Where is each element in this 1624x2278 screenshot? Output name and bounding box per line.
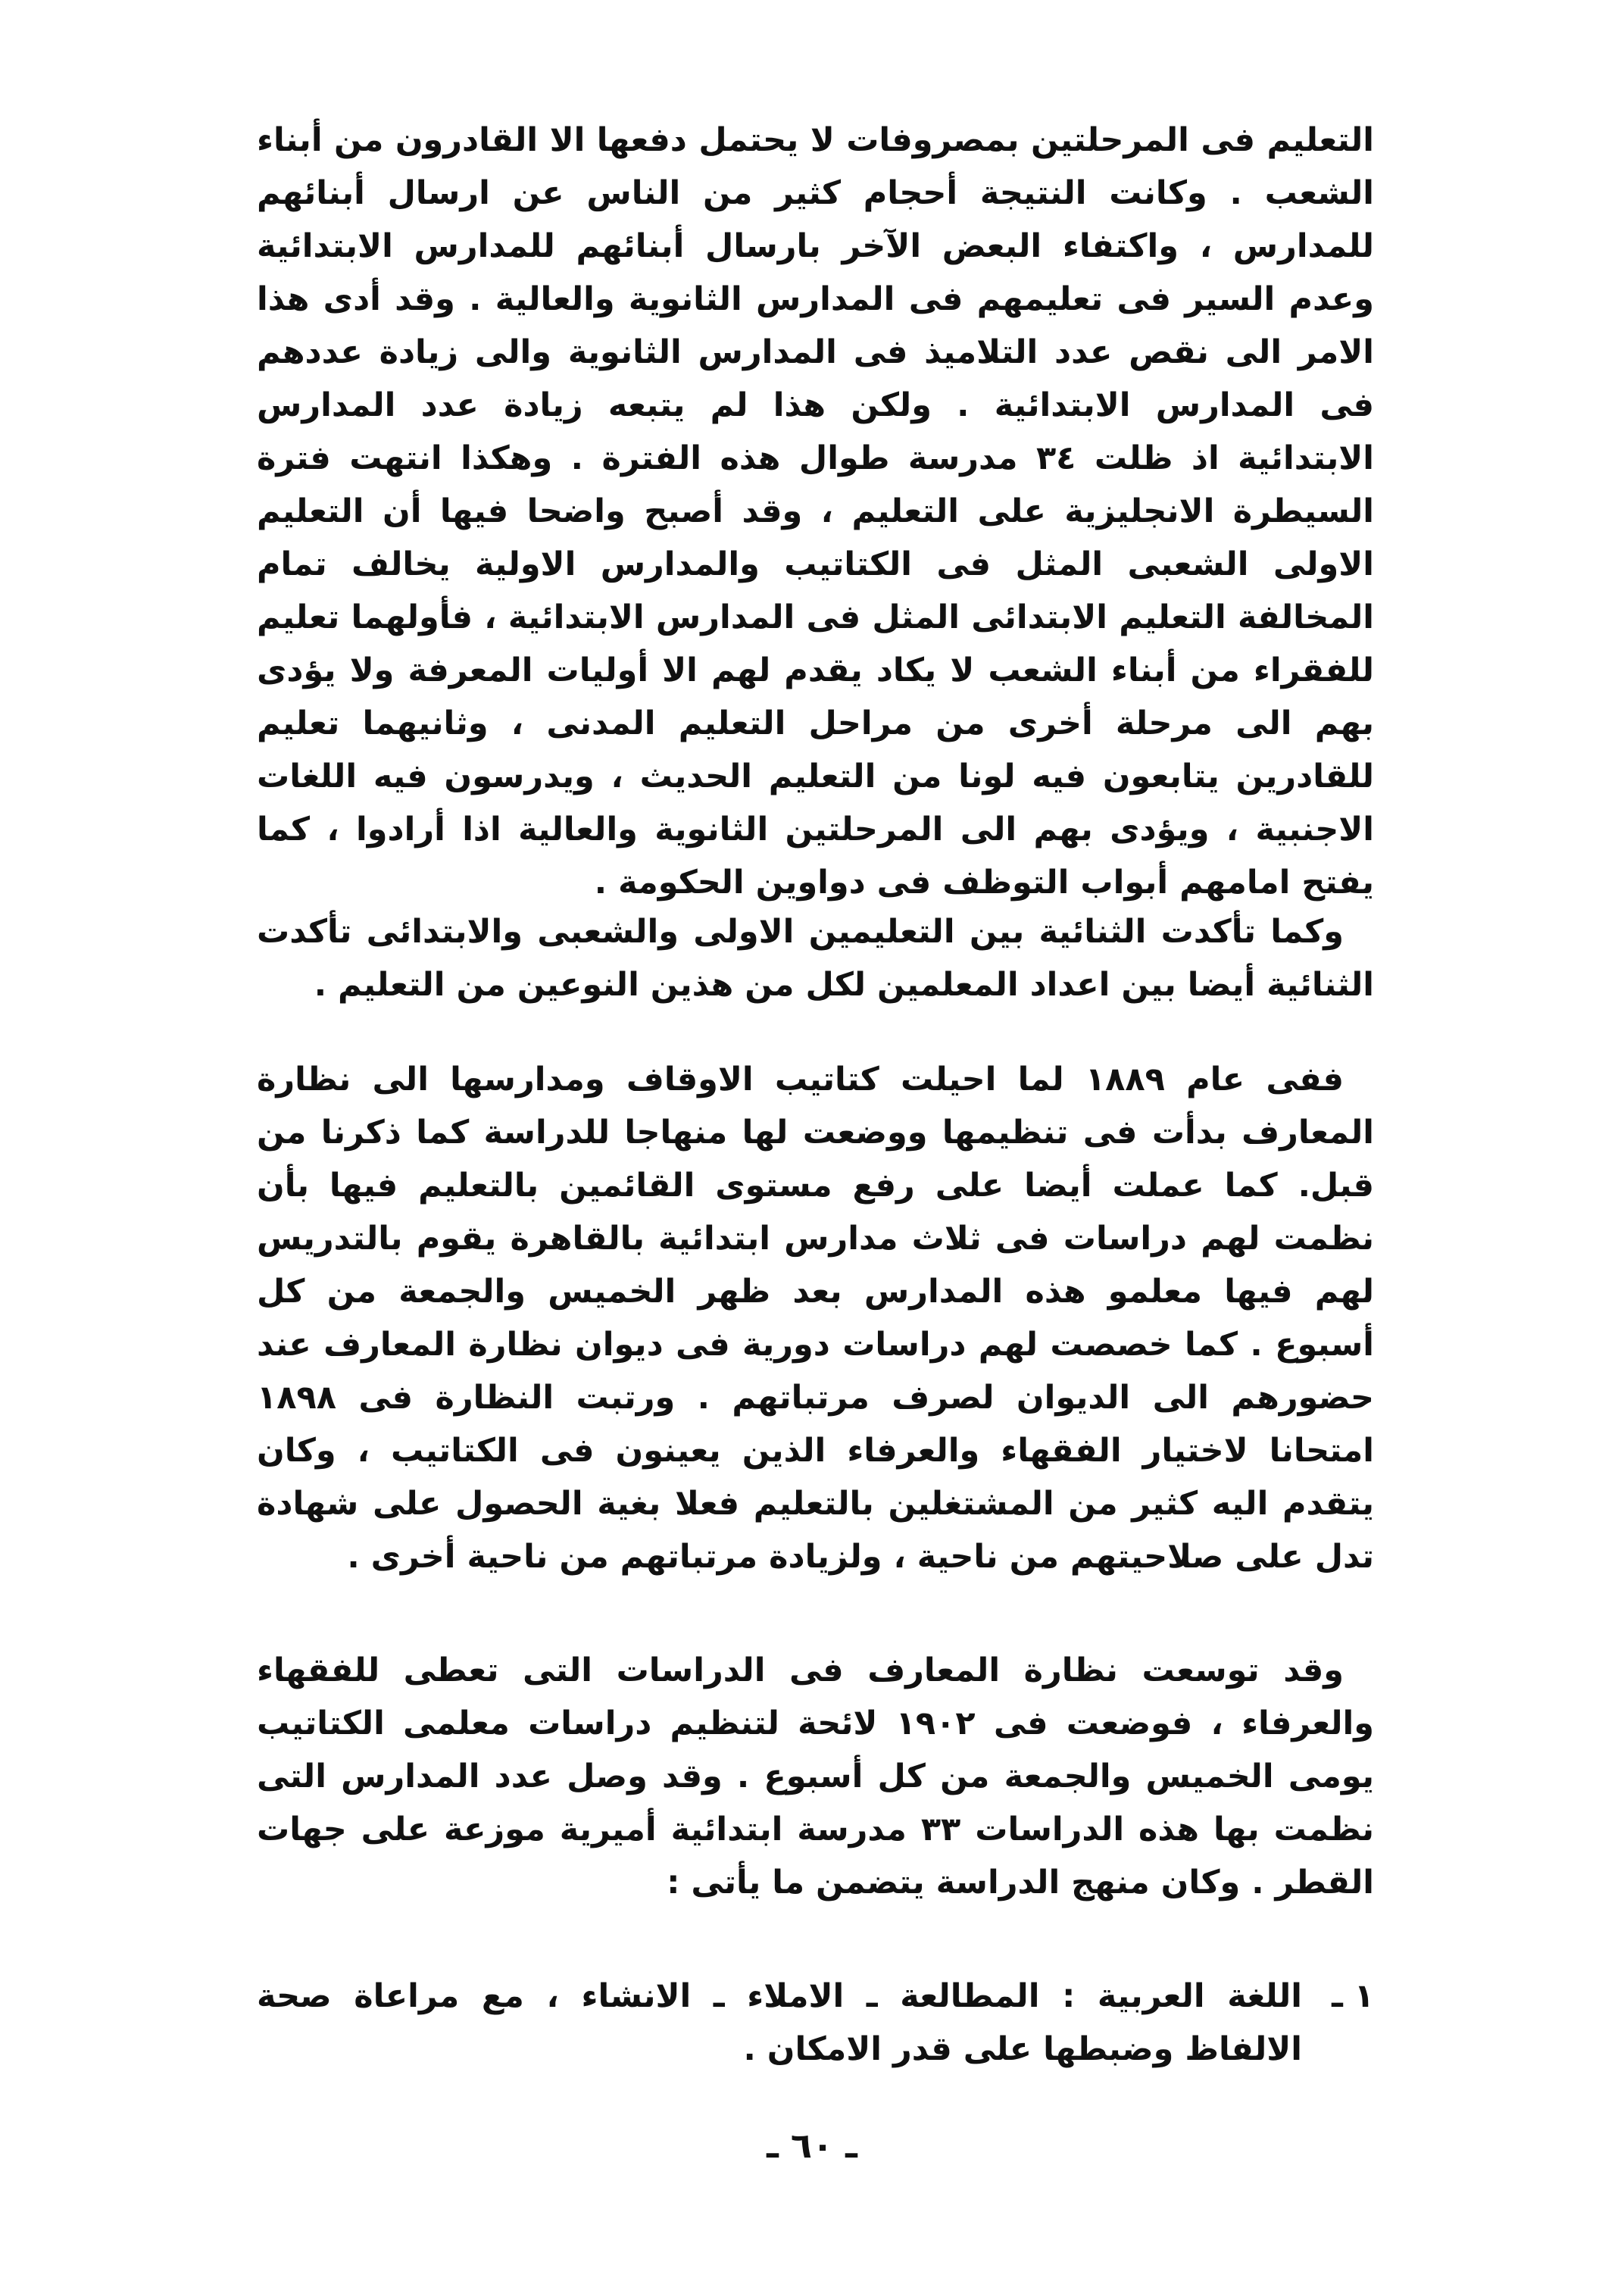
list-item-text: اللغة العربية : المطالعة ـ الاملاء ـ الانشاء ، مع مراعاة صحة الالفاظ وضبطها على قدر الامكان . <box>257 1977 1302 2068</box>
list-item-number: ١ ـ <box>1332 1977 1374 2015</box>
paragraph-3: ففى عام ١٨٨٩ لما احيلت كتاتيب الاوقاف ومدارسها الى نظارة المعارف بدأت فى تنظيمها ووضعت لها منهاجا للدراسة كما ذكرنا من قبل. كما عملت أيضا على رفع مستوى القائمين بالتعليم فيها بأن نظمت لهم دراسات فى ثلاث مدارس ابتدائية بالقاهرة يقوم بالتدريس لهم فيها معلمو هذه المدارس بعد ظهر الخميس والجمعة من كل أسبوع . كما خصصت لهم دراسات دورية فى ديوان نظارة المعارف عند حضورهم الى الديوان لصرف مرتباتهم . ورتبت النظارة فى ١٨٩٨ امتحانا لاختيار الفقهاء والعرفاء الذين يعينون فى الكتاتيب ، وكان يتقدم اليه كثير من المشتغلين بالتعليم فعلا بغية الحصول على شهادة تدل على صلاحيتهم من ناحية ، ولزيادة مرتباتهم من ناحية أخرى . <box>257 1061 1374 1576</box>
page-number: ـ ٦٠ ـ <box>767 2125 857 2166</box>
paragraph-4: وقد توسعت نظارة المعارف فى الدراسات التى تعطى للفقهاء والعرفاء ، فوضعت فى ١٩٠٢ لائحة لتنظيم دراسات معلمى الكتاتيب يومى الخميس والجمعة من كل أسبوع . وقد وصل عدد المدارس التى نظمت بها هذه الدراسات ٣٣ مدرسة ابتدائية أميرية موزعة على جهات القطر . وكان منهج الدراسة يتضمن ما يأتى : <box>257 1651 1374 1901</box>
list-item-arabic-language <box>257 1970 1374 2076</box>
paragraph-2: وكما تأكدت الثنائية بين التعليمين الاولى والشعبى والابتدائى تأكدت الثنائية أيضا بين اعداد المعلمين لكل من هذين النوعين من التعليم . <box>257 913 1374 1004</box>
paragraph-1: التعليم فى المرحلتين بمصروفات لا يحتمل دفعها الا القادرون من أبناء الشعب . وكانت النتيجة أحجام كثير من الناس عن ارسال أبنائهم للمدارس ، واكتفاء البعض الآخر بارسال أبنائهم للمدارس الابتدائية وعدم السير فى تعليمهم فى المدارس الثانوية والعالية . وقد أدى هذا الامر الى نقص عدد التلاميذ فى المدارس الثانوية والى زيادة عددهم فى المدارس الابتدائية . ولكن هذا لم يتبعه زيادة عدد المدارس الابتدائية اذ ظلت ٣٤ مدرسة طوال هذه الفترة . وهكذا انتهت فترة السيطرة الانجليزية على التعليم ، وقد أصبح واضحا فيها أن التعليم الاولى الشعبى المثل فى الكتاتيب والمدارس الاولية يخالف تمام المخالفة التعليم الابتدائى المثل فى المدارس الابتدائية ، فأولهما تعليم للفقراء من أبناء الشعب لا يكاد يقدم لهم الا أوليات المعرفة ولا يؤدى بهم الى مرحلة أخرى من مراحل التعليم المدنى ، وثانيهما تعليم للقادرين يتابعون فيه لونا من التعليم الحديث ، ويدرسون فيه اللغات الاجنبية ، ويؤدى بهم الى المرحلتين الثانوية والعالية اذا أرادوا ، كما يفتح امامهم أبواب التوظف فى دواوين الحكومة . <box>257 121 1374 902</box>
